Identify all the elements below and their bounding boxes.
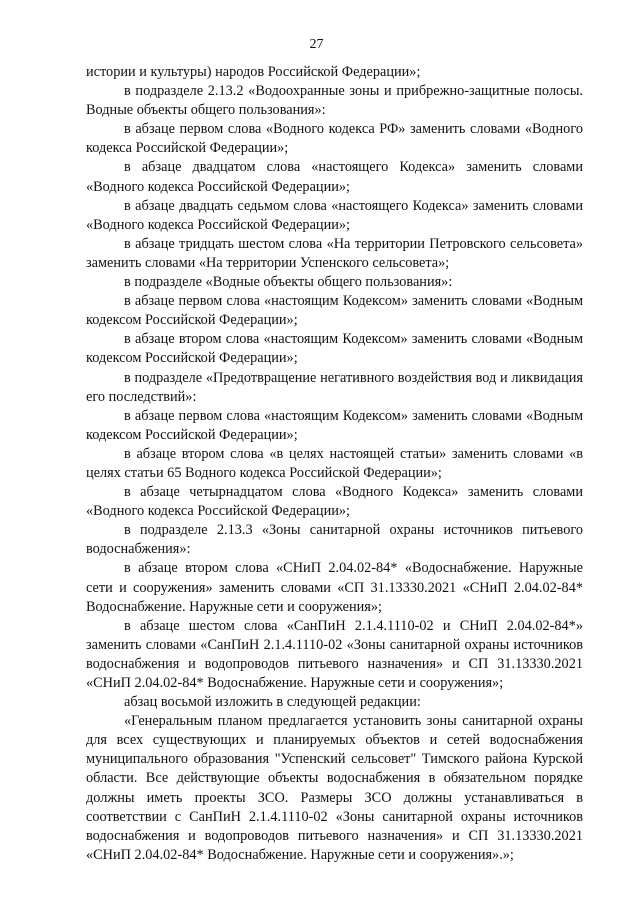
paragraph: в абзаце двадцать седьмом слова «настоящего Кодекса» заменить словами «Водного кодекса Российской Федерации»; [86,197,583,233]
paragraph: абзац восьмой изложить в следующей редакции: [124,694,421,711]
paragraph: в абзаце первом слова «настоящим Кодексом» заменить словами «Водным кодексом Российской Федерации»; [86,407,583,443]
paragraph: в подразделе «Водные объекты общего пользования»: [124,274,453,291]
document-body [86,63,583,865]
paragraph: в абзаце шестом слова «СанПиН 2.1.4.1110-02 и СНиП 2.04.02-84*» заменить словами «СанПиН 2.1.4.1110-02 «Зоны санитарной охраны источников водоснабжения и водопроводов питьевого назначения» и СП 31.13330.2021 «СНиП 2.04.02-84* Водоснабжение. Наружные сети и сооружения»; [86,617,583,691]
paragraph: в абзаце втором слова «СНиП 2.04.02-84* «Водоснабжение. Наружные сети и сооружения» заменить словами «СП 31.13330.2021 «СНиП 2.04.02-84* Водоснабжение. Наружные сети и сооружения»; [86,560,583,615]
paragraph: в подразделе «Предотвращение негативного воздействия вод и ликвидация его последствий»: [86,369,583,405]
paragraph: в абзаце четырнадцатом слова «Водного Кодекса» заменить словами «Водного кодекса Российской Федерации»; [86,484,583,520]
paragraph: в абзаце тридцать шестом слова «На территории Петровского сельсовета» заменить словами «На территории Успенского сельсовета»; [86,235,583,271]
paragraph: «Генеральным планом предлагается установить зоны санитарной охраны для всех существующих и планируемых объектов и сетей водоснабжения муниципального образования "Успенский сельсовет" Тимского района Курской области. Все действующие объекты водоснабжения в обязательном порядке должны иметь проекты ЗСО. Размеры ЗСО должны устанавливаться в соответствии с СанПиН 2.1.4.1110-02 «Зоны санитарной охраны источников водоснабжения и водопроводов питьевого назначения» и СП 31.13330.2021 «СНиП 2.04.02-84* Водоснабжение. Наружные сети и сооружения».»; [86,713,583,863]
paragraph: в абзаце двадцатом слова «настоящего Кодекса» заменить словами «Водного кодекса Российской Федерации»; [86,159,583,195]
page-number: 27 [309,37,324,52]
paragraph: в абзаце втором слова «настоящим Кодексом» заменить словами «Водным кодексом Российской Федерации»; [86,331,583,367]
paragraph: истории и культуры) народов Российской Федерации»; [86,64,421,80]
paragraph: в абзаце втором слова «в целях настоящей статьи» заменить словами «в целях статьи 65 Водного кодекса Российской Федерации»; [86,445,583,481]
paragraph: в абзаце первом слова «настоящим Кодексом» заменить словами «Водным кодексом Российской Федерации»; [86,293,583,329]
paragraph: в абзаце первом слова «Водного кодекса РФ» заменить словами «Водного кодекса Российской Федерации»; [86,121,583,157]
paragraph: в подразделе 2.13.3 «Зоны санитарной охраны источников питьевого водоснабжения»: [86,522,583,558]
paragraph: в подразделе 2.13.2 «Водоохранные зоны и прибрежно-защитные полосы. Водные объекты общего пользования»: [86,83,583,119]
